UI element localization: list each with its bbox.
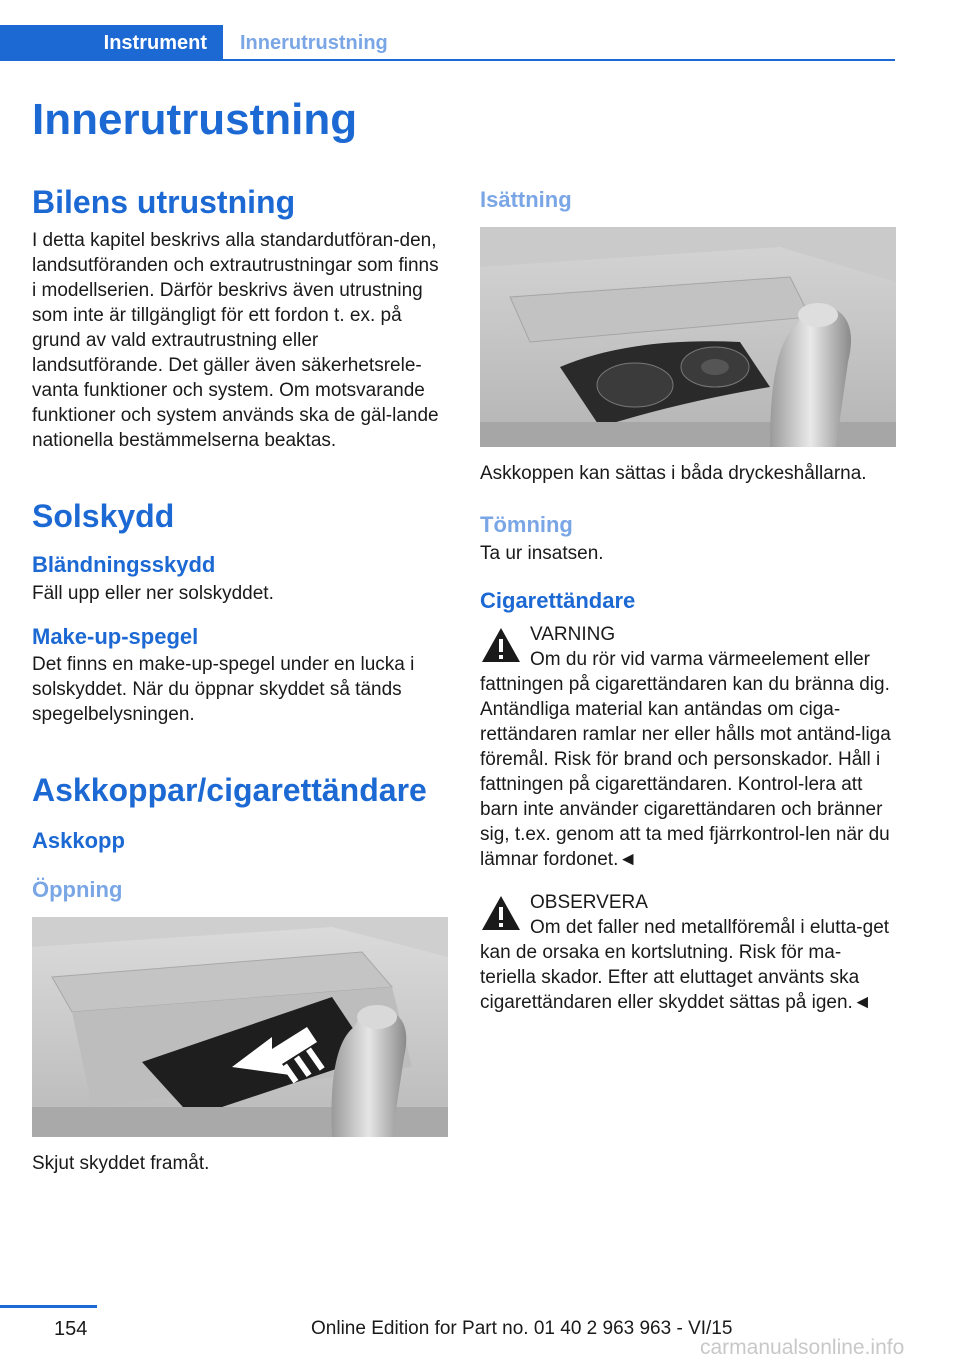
warning-triangle-icon bbox=[480, 626, 522, 664]
caption-isattning: Askkoppen kan sättas i båda dryckeshållarna. bbox=[480, 463, 867, 485]
right-column bbox=[480, 185, 896, 1015]
heading-oppning: Öppning bbox=[32, 876, 123, 902]
paragraph-blandningsskydd: Fäll upp eller ner solskyddet. bbox=[32, 582, 274, 604]
tab-innerutrustning-label: Innerutrustning bbox=[240, 31, 388, 54]
paragraph-make-up-spegel: Det finns en make-up-spegel under en lucka i solskyddet. När du öppnar skyddet så tänds spegelbelysningen. bbox=[32, 654, 415, 726]
heading-blandningsskydd: Bländningsskydd bbox=[32, 552, 216, 578]
header-tabbar bbox=[0, 25, 895, 61]
warning-title-observera: OBSERVERA bbox=[530, 892, 648, 914]
warning-title-varning: VARNING bbox=[530, 624, 616, 646]
left-column bbox=[32, 185, 448, 1176]
tab-divider-line bbox=[223, 59, 895, 61]
warning-block-observera bbox=[480, 890, 896, 1015]
warning-text-varning: Om du rör vid varma värmeelement eller fattningen på cigarettändaren kan du bränna dig. Antändliga material kan antändas om ciga-rettändaren ramlar ner eller hålls mot antänd-liga föremål. Risk för brand och personskador. Håll i fattningen på cigarettändaren. Kontrol-lera att barn inte använder cigarettändaren och bränner sig, t.ex. genom att ta med fjärrkontrol-len när du lämnar fordonet.◄ bbox=[480, 649, 891, 871]
heading-cigarettandare: Cigarettändare bbox=[480, 587, 636, 613]
heading-bilens-utrustning: Bilens utrustning bbox=[32, 184, 296, 220]
footer-line bbox=[0, 1305, 97, 1308]
page-title: Innerutrustning bbox=[32, 95, 358, 144]
heading-make-up-spegel: Make-up-spegel bbox=[32, 623, 199, 649]
warning-text-observera: Om det faller ned metallföremål i elutta-get kan de orsaka en kortslutning. Risk för ma-teriella skador. Efter att eluttaget använts ska cigarettändaren eller skyddet sättas på igen.◄ bbox=[480, 917, 890, 1014]
caption-oppning: Skjut skyddet framåt. bbox=[32, 1153, 210, 1175]
watermark: carmanualsonline.info bbox=[700, 1336, 905, 1359]
heading-askkoppar: Askkoppar/cigarettändare bbox=[32, 772, 427, 809]
paragraph-tomning: Ta ur insatsen. bbox=[480, 542, 604, 564]
heading-solskydd: Solskydd bbox=[32, 498, 175, 535]
heading-askkopp: Askkopp bbox=[32, 828, 125, 854]
heading-isattning: Isättning bbox=[480, 187, 572, 212]
photo-ashtray-opening bbox=[32, 917, 448, 1137]
page-number: 154 bbox=[54, 1318, 88, 1340]
warning-block-varning bbox=[480, 622, 896, 872]
warning-triangle-icon bbox=[480, 894, 522, 932]
tab-instrument-label: Instrument bbox=[103, 31, 207, 54]
tab-instrument[interactable] bbox=[0, 25, 223, 61]
edition-info: Online Edition for Part no. 01 40 2 963 963 - VI/15 bbox=[311, 1318, 733, 1339]
heading-tomning: Tömning bbox=[480, 512, 573, 538]
paragraph-bilens-utrustning: I detta kapitel beskrivs alla standardutföran-den, landsutföranden och extrautrustningar som finns i modellserien. Därför beskrivs även utrustning som inte är tillgängligt för ett fordon t. ex. på grund av vald extrautrustning eller landsutförande. Det gäller även säkerhetsrele-vanta funktioner och system. Om motsvarande funktioner och system används ska de gäl-lande nationella bestämmelserna beaktas. bbox=[32, 230, 439, 452]
tab-innerutrustning[interactable] bbox=[240, 25, 388, 61]
photo-ashtray-insertion bbox=[480, 227, 896, 447]
